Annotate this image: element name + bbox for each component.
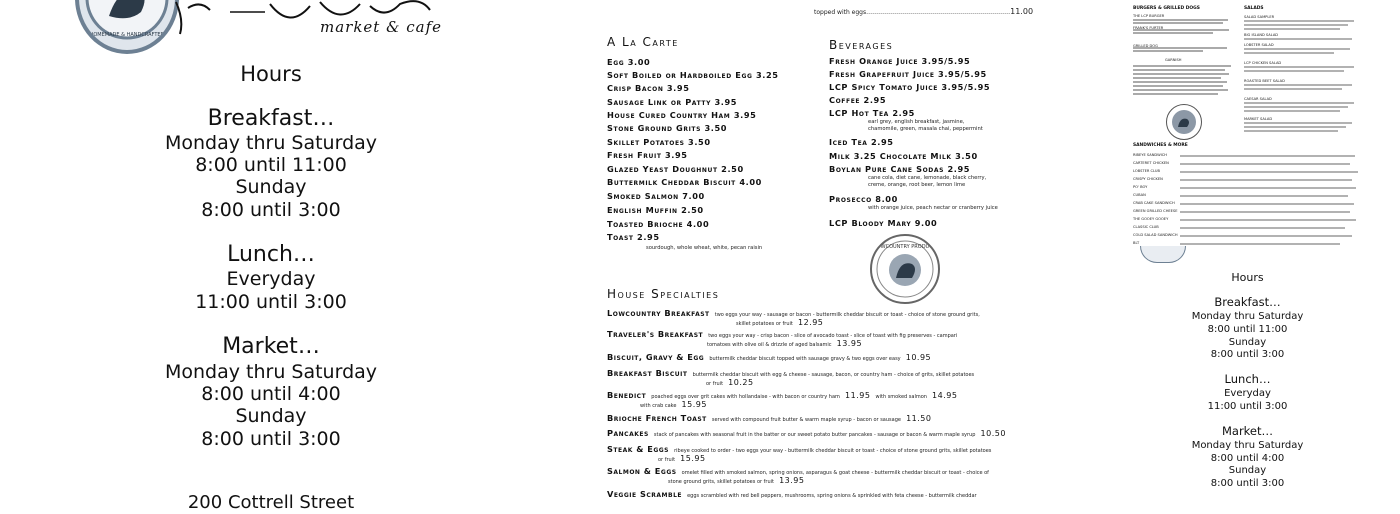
- beverages-title: Beverages: [829, 38, 894, 52]
- thumb-text-lines-b: [1180, 152, 1360, 247]
- market-time-weekday: 8:00 until 4:00: [201, 383, 341, 405]
- thumb-breakfast-time1: 8:00 until 11:00: [1207, 324, 1288, 335]
- thumb-item: LOBSTER SALAD: [1244, 43, 1274, 47]
- breakfast-days: Monday thru Saturday: [164, 132, 378, 154]
- thumb-item: THE LCP BURGER: [1133, 14, 1165, 18]
- hours-title: Hours: [240, 62, 302, 86]
- specialty-item-cont: or fruit 15.95: [658, 454, 706, 463]
- brand-logo: [75, 0, 179, 54]
- lunch-time: 11:00 until 3:00: [195, 291, 347, 313]
- menu-item: Smoked Salmon 7.00: [607, 191, 705, 201]
- thumb-text-lines-a: [1133, 18, 1233, 103]
- a-la-carte-title: A La Carte: [607, 35, 679, 49]
- thumb-item: BLT: [1133, 241, 1140, 245]
- beverage-item: LCP Bloody Mary 9.00: [829, 218, 938, 228]
- beverage-item: Coffee 2.95: [829, 95, 887, 105]
- soda-note-1: cane cola, diet cane, lemonade, black cherry,: [868, 175, 987, 181]
- thumb-item: CAESAR SALAD: [1244, 97, 1272, 101]
- beverage-item: Iced Tea 2.95: [829, 137, 894, 147]
- soda-note-2: creme, orange, root beer, lemon lime: [868, 182, 966, 188]
- menu-item: Glazed Yeast Doughnut 2.50: [607, 164, 744, 174]
- prosecco-note: with orange juice, peach nectar or cranberry juice: [868, 205, 998, 211]
- specialty-item: Pancakes stack of pancakes with seasonal fruit in the batter or our sweet potato butter pancakes - sausage or bacon & warm maple syrup 10.50: [607, 428, 1006, 438]
- specialty-item: Salmon & Eggs omelet filled with smoked salmon, spring onions, asparagus & goat cheese - buttermilk cheddar biscuit or toast - choice of: [607, 466, 989, 476]
- menu-item: Sausage Link or Patty 3.95: [607, 97, 738, 107]
- thumb-text-lines-c: [1244, 19, 1356, 139]
- thumb-lunch-days: Everyday: [1224, 388, 1271, 399]
- thumb-item: GREEN GRILLED CHEESE: [1133, 209, 1178, 213]
- specialty-item: Brioche French Toast served with compound fruit butter & warm maple syrup - bacon or sausage 11.50: [607, 413, 932, 423]
- badge-text: LOWCOUNTRY PRODUCE: [874, 244, 936, 250]
- beverage-item: Fresh Grapefruit Juice 3.95/5.95: [829, 69, 987, 79]
- specialty-item: Lowcountry Breakfast two eggs your way - sausage or bacon - buttermilk cheddar biscuit or toast - choice of stone ground grits,: [607, 308, 980, 318]
- thumb-breakfast-days: Monday thru Saturday: [1191, 311, 1304, 322]
- specialty-item: Breakfast Biscuit buttermilk cheddar biscuit with egg & cheese - sausage, bacon, or country ham - choice of grits, skillet potatoes: [607, 368, 975, 378]
- pelican-badge-icon: [872, 236, 938, 302]
- thumb-item: FRANK'S FURTER: [1133, 26, 1164, 30]
- svg-text:HOMEMADE & HANDCRAFTED: HOMEMADE & HANDCRAFTED: [89, 32, 165, 38]
- specialty-item-cont: or fruit 10.25: [706, 378, 754, 387]
- thumb-market-time1: 8:00 until 4:00: [1210, 453, 1285, 464]
- menu-item: Toast 2.95: [607, 232, 660, 242]
- thumb-item: CLASSIC CLUB: [1133, 225, 1159, 229]
- lunch-days: Everyday: [226, 268, 316, 290]
- beverage-item: LCP Spicy Tomato Juice 3.95/5.95: [829, 82, 991, 92]
- thumb-lunch-label: Lunch…: [1224, 372, 1271, 386]
- thumb-hours-title: Hours: [1231, 271, 1264, 284]
- specialty-item: Traveler's Breakfast two eggs your way - crisp bacon - slice of avocado toast - slice of toast with fig preserves - campari: [607, 329, 958, 339]
- menu-item: House Cured Country Ham 3.95: [607, 110, 757, 120]
- menu-item: Fresh Fruit 3.95: [607, 150, 688, 160]
- thumb-lunch-time: 11:00 until 3:00: [1207, 401, 1288, 412]
- thumb-market-day2: Sunday: [1228, 465, 1267, 476]
- toast-note: sourdough, whole wheat, white, pecan raisin: [646, 245, 763, 251]
- thumb-pelican-icon: [1167, 105, 1201, 139]
- thumb-logo: [1166, 104, 1202, 140]
- thumb-item: PO' BOY: [1133, 185, 1148, 189]
- specialty-item-cont: skillet potatoes or fruit 12.95: [736, 318, 824, 327]
- beverage-item: Boylan Pure Cane Sodas 2.95: [829, 164, 971, 174]
- menu-item: Skillet Potatoes 3.50: [607, 137, 711, 147]
- thumb-sandwiches-head: SANDWICHES & MORE: [1133, 143, 1188, 148]
- market-time-sunday: 8:00 until 3:00: [201, 428, 341, 450]
- breakfast-day-sunday: Sunday: [235, 176, 307, 198]
- thumb-item: MARKET SALAD: [1244, 117, 1273, 121]
- market-days: Monday thru Saturday: [164, 361, 378, 383]
- menu-item: Stone Ground Grits 3.50: [607, 123, 728, 133]
- thumb-item: ROASTED BEET SALAD: [1244, 79, 1285, 83]
- thumb-item: CRISPY CHICKEN: [1133, 177, 1163, 181]
- specialty-item-cont: stone ground grits, skillet potatoes or fruit 13.95: [668, 476, 805, 485]
- thumb-item: CARTERET CHICKEN: [1133, 161, 1169, 165]
- address: 200 Cottrell Street: [187, 492, 355, 513]
- thumb-item: BIG ISLAND SALAD: [1244, 33, 1279, 37]
- market-day-sunday: Sunday: [235, 405, 307, 427]
- menu-item: English Muffin 2.50: [607, 205, 704, 215]
- thumb-market-time2: 8:00 until 3:00: [1210, 478, 1285, 489]
- beverage-item: Milk 3.25 Chocolate Milk 3.50: [829, 151, 978, 161]
- specialty-item-cont: with crab cake 15.95: [640, 400, 707, 409]
- specialty-item: Benedict poached eggs over grit cakes with hollandaise - with bacon or country ham 11.95 with smoked salmon 14.95: [607, 390, 958, 400]
- thumb-item: COLD SALAD SANDWICH: [1133, 233, 1178, 237]
- breakfast-label: Breakfast…: [207, 106, 335, 131]
- menu-item: Crisp Bacon 3.95: [607, 83, 690, 93]
- tea-note-2: chamomile, green, masala chai, peppermint: [868, 126, 983, 132]
- beverage-item: LCP Hot Tea 2.95: [829, 108, 915, 118]
- thumb-item: THE GOOEY GOOEY: [1133, 217, 1169, 221]
- pelican-icon: [79, 0, 175, 50]
- thumb-item: CUBAN: [1133, 193, 1146, 197]
- top-item-note: topped with eggs………………………………………………………………11.00: [814, 7, 1034, 16]
- thumb-item: RIBEYE SANDWICH: [1133, 153, 1167, 157]
- thumb-bottom-logo: [1140, 246, 1186, 263]
- breakfast-time-weekday: 8:00 until 11:00: [195, 154, 347, 176]
- thumb-item: CRAB CAKE SANDWICH: [1133, 201, 1175, 205]
- menu-item: Buttermilk Cheddar Biscuit 4.00: [607, 177, 762, 187]
- house-specialties-title: House Specialties: [607, 287, 720, 301]
- specialty-item-cont: tomatoes with olive oil & drizzle of aged balsamic 13.95: [707, 339, 863, 348]
- thumb-breakfast-time2: 8:00 until 3:00: [1210, 349, 1285, 360]
- thumb-item: GARNISH: [1165, 58, 1182, 62]
- menu-item: Soft Boiled or Hardboiled Egg 3.25: [607, 70, 779, 80]
- specialty-item: Steak & Eggs ribeye cooked to order - two eggs your way - buttermilk cheddar biscuit or toast - choice of stone ground grits, skillet potatoes: [607, 444, 992, 454]
- thumb-breakfast-day2: Sunday: [1228, 337, 1267, 348]
- thumb-item: GRILLED DOG: [1133, 44, 1158, 48]
- thumb-market-days: Monday thru Saturday: [1191, 440, 1304, 451]
- thumb-col2-head: SALADS: [1244, 6, 1264, 11]
- breakfast-time-sunday: 8:00 until 3:00: [201, 199, 341, 221]
- market-label: Market…: [222, 334, 320, 359]
- menu-item: Egg 3.00: [607, 57, 651, 67]
- thumb-breakfast-label: Breakfast…: [1214, 295, 1281, 309]
- thumb-market-label: Market…: [1221, 424, 1274, 438]
- tea-note-1: earl grey, english breakfast, jasmine,: [868, 119, 965, 125]
- brand-tagline: market & cafe: [320, 18, 442, 36]
- thumb-item: LCP CHICKEN SALAD: [1244, 61, 1282, 65]
- thumb-item: SALAD SAMPLER: [1244, 15, 1275, 19]
- thumb-col1-head: BURGERS & GRILLED DOGS: [1133, 6, 1200, 11]
- lunch-label: Lunch…: [227, 242, 315, 267]
- specialty-item: Veggie Scramble eggs scrambled with red bell peppers, mushrooms, spring onions & sprinkled with feta cheese - buttermilk cheddar: [607, 489, 977, 499]
- menu-item: Toasted Brioche 4.00: [607, 219, 710, 229]
- beverage-item: Fresh Orange Juice 3.95/5.95: [829, 56, 971, 66]
- beverage-item: Prosecco 8.00: [829, 194, 898, 204]
- thumb-item: LOBSTER CLUB: [1133, 169, 1160, 173]
- lowcountry-produce-logo: [870, 234, 940, 304]
- specialty-item: Biscuit, Gravy & Egg buttermilk cheddar biscuit topped with sausage gravy & two eggs over easy 10.95: [607, 352, 932, 362]
